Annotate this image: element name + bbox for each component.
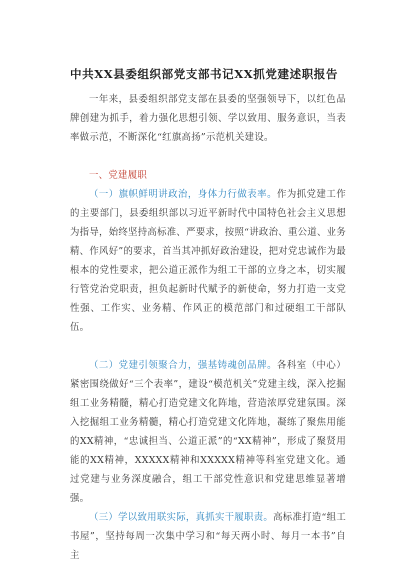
section-heading-party-duty: 一、党建履职 <box>89 170 148 181</box>
subsection-2-heading: （二）党建引领聚合力，强基铸魂创品牌。 <box>89 360 277 371</box>
subsection-3-paragraph <box>70 508 346 565</box>
subsection-1-body: 作为抓党建工作的主要部门，县委组织部以习近平新时代中国特色社会主义思想为指导，始终坚持高标准、严要求，按照“讲政治、重公道、业务精、作风好”的要求，首当其冲抓好政治建设，把对党忠诚作为最根本的党性要求，把公道正派作为组工干部的立身之本，切实履行管党治党职责，担负起新时代赋予的新使命，努力打造一支党性强、工作实、业务精、作风正的模范部门和过硬组工干部队伍。 <box>70 189 346 333</box>
subsection-3-body: 高标准打造“组工书屋”，坚持每周一次集中学习和“每天两小时、每月一本书”自主 <box>70 512 346 561</box>
intro-text: 一年来，县委组织部党支部在县委的坚强领导下，以红色品牌创建为抓手，着力强化思想引领、学以致用、服务意识，当表率做示范，不断深化“红旗高扬”示范机关建设。 <box>70 94 346 143</box>
subsection-3-heading: （三）学以致用联实际，真抓实干履职责。 <box>89 512 274 523</box>
intro-paragraph <box>70 90 346 147</box>
subsection-1-heading: （一）旗帜鲜明讲政治，身体力行做表率。 <box>89 189 277 200</box>
subsection-2-paragraph <box>70 356 346 508</box>
subsection-1-paragraph <box>70 185 346 337</box>
subsection-2-body: 各科室（中心）紧密围绕做好“三个表率”，建设“模范机关”党建主线，深入挖掘组工业务精髓，精心打造党建文化阵地，营造浓厚党建氛围。深入挖掘组工业务精髓，精心打造党建文化阵地，凝练了聚焦用能的XX精神，“忠诚担当、公道正派”的“XX精神”，形成了聚贤用能的XX精神，XXXXX精神和XXXXX精神等科室党建文化。通过党建与业务深度融合，组工干部党性意识和党建思维显著增强。 <box>70 360 346 504</box>
document-title: 中共XX县委组织部党支部书记XX抓党建述职报告 <box>70 67 338 81</box>
